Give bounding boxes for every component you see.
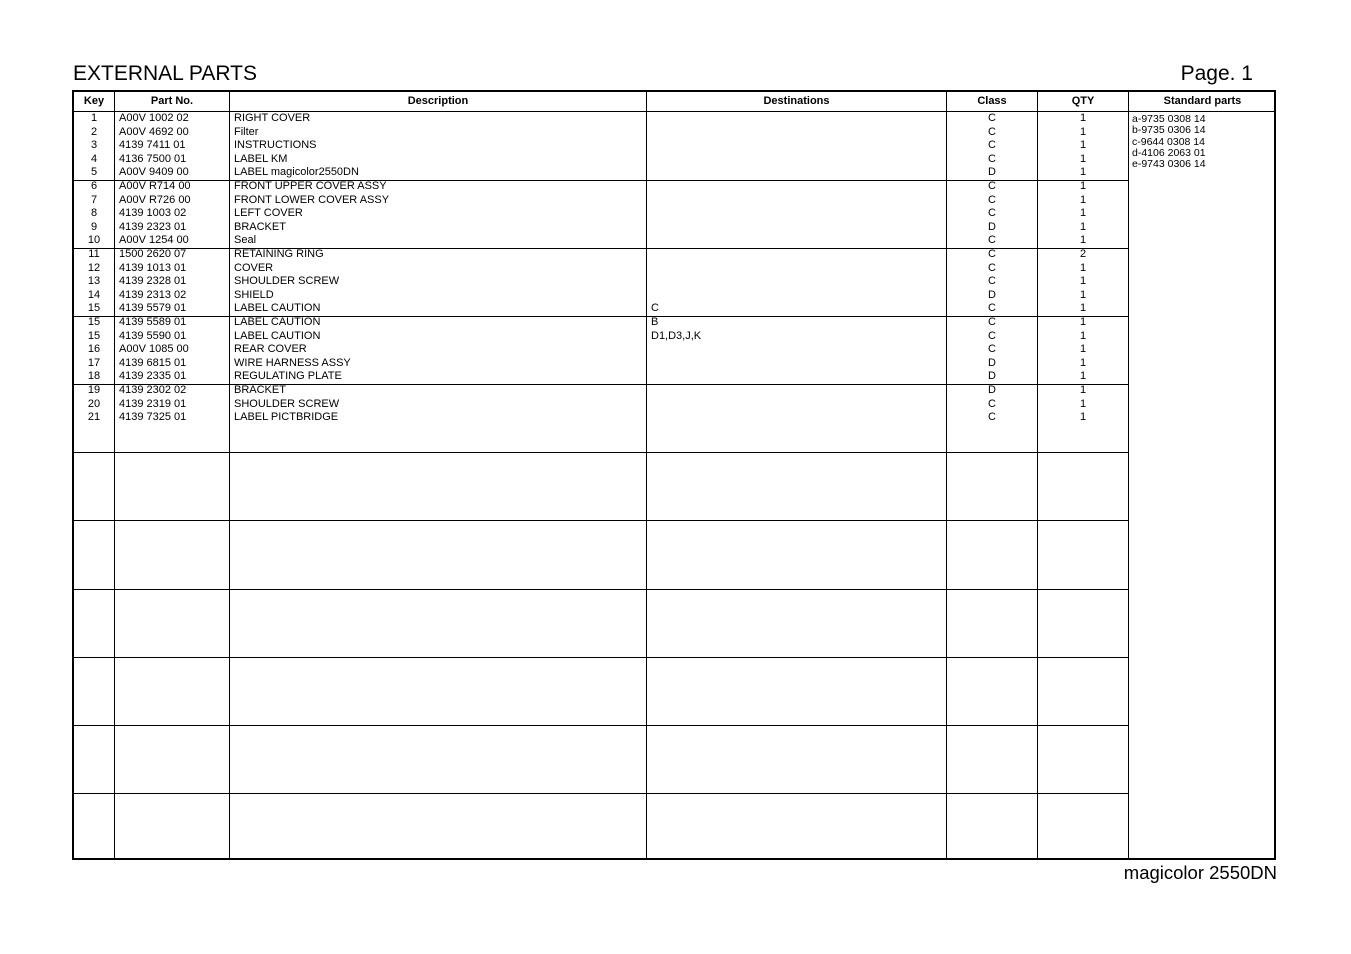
- qty-cell: 1: [1079, 329, 1087, 342]
- part-no-cell: 4139 1013 01: [119, 261, 187, 274]
- group-divider: [74, 657, 1128, 658]
- class-cell: C: [988, 125, 996, 138]
- key-cell: 18: [87, 370, 101, 383]
- table-row: [74, 112, 1127, 126]
- key-cell: 11: [88, 248, 100, 260]
- description-cell: RIGHT COVER: [234, 112, 311, 124]
- description-cell: LABEL KM: [234, 152, 288, 165]
- qty-cell: 1: [1079, 207, 1087, 220]
- description-cell: LABEL CAUTION: [234, 302, 321, 315]
- qty-cell: 1: [1079, 220, 1087, 233]
- key-cell: 15: [87, 329, 101, 342]
- description-cell: RETAINING RING: [234, 248, 324, 260]
- qty-cell: 1: [1079, 288, 1087, 301]
- part-no-cell: 4139 7411 01: [119, 139, 186, 152]
- description-cell: SHOULDER SCREW: [234, 275, 340, 288]
- description-cell: Seal: [234, 234, 257, 247]
- part-no-cell: A00V 1002 02: [119, 112, 189, 124]
- qty-cell: 1: [1079, 343, 1087, 356]
- part-no-cell: A00V R714 00: [119, 180, 191, 192]
- table-row: [74, 153, 1127, 167]
- key-cell: 21: [87, 411, 101, 424]
- part-no-cell: 4139 2302 02: [119, 384, 187, 396]
- key-cell: 19: [87, 384, 101, 396]
- group-divider: [74, 452, 1128, 453]
- table-row: [74, 234, 1127, 248]
- qty-cell: 1: [1079, 302, 1087, 315]
- standard-part-item: d-4106 2063 01: [1132, 146, 1206, 159]
- description-cell: BRACKET: [234, 220, 286, 233]
- part-no-cell: 1500 2620 07: [119, 248, 187, 260]
- description-cell: WIRE HARNESS ASSY: [234, 356, 351, 369]
- description-cell: REGULATING PLATE: [234, 370, 342, 383]
- description-cell: COVER: [234, 261, 274, 274]
- table-header: [74, 92, 1274, 112]
- table-row: [74, 126, 1127, 140]
- part-no-cell: 4139 2328 01: [119, 275, 187, 288]
- table-row: [74, 180, 1127, 194]
- class-cell: C: [988, 397, 996, 410]
- class-cell: D: [988, 384, 996, 396]
- class-cell: C: [988, 139, 996, 152]
- class-cell: C: [988, 316, 996, 328]
- page-number: Page. 1: [1180, 62, 1253, 85]
- description-cell: LEFT COVER: [234, 207, 303, 220]
- qty-cell: 1: [1079, 397, 1087, 410]
- part-no-cell: A00V 1085 00: [119, 343, 189, 356]
- description-cell: Filter: [234, 125, 259, 138]
- row-group: [74, 316, 1127, 384]
- qty-cell: 1: [1079, 384, 1087, 396]
- description-cell: SHIELD: [234, 288, 274, 301]
- class-cell: C: [988, 302, 996, 315]
- part-no-cell: 4139 2313 02: [119, 288, 187, 301]
- qty-cell: 1: [1079, 139, 1087, 152]
- part-no-cell: 4139 5579 01: [119, 302, 187, 315]
- table-row: [74, 343, 1127, 357]
- table-row: [74, 221, 1127, 235]
- key-cell: 5: [90, 166, 98, 179]
- part-no-cell: 4139 2323 01: [119, 220, 187, 233]
- header-qty: QTY: [1071, 95, 1095, 107]
- part-no-cell: 4139 6815 01: [119, 356, 187, 369]
- description-cell: LABEL CAUTION: [234, 316, 321, 328]
- qty-cell: 1: [1079, 152, 1087, 165]
- part-no-cell: 4136 7500 01: [119, 152, 187, 165]
- part-no-cell: 4139 5589 01: [119, 316, 187, 328]
- key-cell: 14: [87, 288, 101, 301]
- part-no-cell: A00V R726 00: [119, 193, 191, 206]
- class-cell: C: [988, 112, 996, 124]
- row-group: [74, 112, 1127, 180]
- description-cell: LABEL magicolor2550DN: [234, 166, 359, 179]
- qty-cell: 1: [1079, 356, 1087, 369]
- qty-cell: 1: [1079, 316, 1087, 328]
- header-class: Class: [977, 95, 1007, 107]
- standard-parts-list: [1132, 114, 1206, 170]
- standard-part-item: c-9644 0308 14: [1132, 135, 1205, 148]
- part-no-cell: 4139 2335 01: [119, 370, 187, 383]
- key-cell: 8: [90, 207, 98, 220]
- qty-cell: 1: [1079, 261, 1087, 274]
- class-cell: C: [988, 180, 996, 192]
- class-cell: C: [988, 261, 996, 274]
- description-cell: BRACKET: [234, 384, 286, 396]
- page-title: EXTERNAL PARTS: [73, 62, 257, 85]
- table-row: [74, 139, 1127, 153]
- class-cell: C: [988, 329, 996, 342]
- class-cell: D: [988, 356, 996, 369]
- key-cell: 12: [87, 261, 101, 274]
- destinations-cell: D1,D3,J,K: [651, 329, 702, 342]
- key-cell: 17: [87, 356, 101, 369]
- standard-part-item: a-9735 0308 14: [1132, 113, 1206, 125]
- header-standard-parts: Standard parts: [1163, 95, 1242, 107]
- row-group: [74, 384, 1127, 425]
- part-no-cell: 4139 2319 01: [119, 397, 187, 410]
- table-row: [74, 370, 1127, 384]
- class-cell: C: [988, 275, 996, 288]
- table-row: [74, 166, 1127, 180]
- description-cell: REAR COVER: [234, 343, 307, 356]
- standard-part-item: e-9743 0306 14: [1132, 158, 1206, 171]
- table-row: [74, 194, 1127, 208]
- part-no-cell: A00V 9409 00: [119, 166, 189, 179]
- column-divider: [1128, 92, 1129, 858]
- part-no-cell: 4139 5590 01: [119, 329, 187, 342]
- group-divider: [74, 725, 1128, 726]
- qty-cell: 1: [1079, 112, 1087, 124]
- description-cell: LABEL PICTBRIDGE: [234, 411, 339, 424]
- qty-cell: 1: [1079, 370, 1087, 383]
- class-cell: C: [988, 248, 996, 260]
- description-cell: SHOULDER SCREW: [234, 397, 340, 410]
- key-cell: 9: [90, 220, 98, 233]
- class-cell: D: [988, 166, 996, 179]
- group-divider: [74, 589, 1128, 590]
- key-cell: 4: [90, 152, 98, 165]
- description-cell: LABEL CAUTION: [234, 329, 321, 342]
- key-cell: 1: [90, 112, 98, 124]
- key-cell: 20: [87, 397, 101, 410]
- table-row: [74, 398, 1127, 412]
- group-divider: [74, 793, 1128, 794]
- table-row: [74, 357, 1127, 371]
- header-description: Description: [407, 95, 469, 107]
- key-cell: 7: [90, 193, 98, 206]
- part-no-cell: 4139 7325 01: [119, 411, 187, 424]
- description-cell: FRONT LOWER COVER ASSY: [234, 193, 390, 206]
- table-row: [74, 262, 1127, 276]
- table-row: [74, 248, 1127, 262]
- qty-cell: 2: [1079, 248, 1087, 260]
- class-cell: D: [988, 370, 996, 383]
- header-destinations: Destinations: [763, 95, 830, 107]
- header-key: Key: [83, 95, 105, 107]
- qty-cell: 1: [1079, 166, 1087, 179]
- row-group: [74, 180, 1127, 248]
- parts-table: [72, 90, 1276, 860]
- qty-cell: 1: [1079, 193, 1087, 206]
- table-row: [74, 411, 1127, 425]
- table-row: [74, 316, 1127, 330]
- table-row: [74, 207, 1127, 221]
- destinations-cell: C: [651, 302, 659, 315]
- qty-cell: 1: [1079, 275, 1087, 288]
- group-divider: [74, 520, 1128, 521]
- part-no-cell: 4139 1003 02: [119, 207, 187, 220]
- key-cell: 16: [87, 343, 101, 356]
- class-cell: C: [988, 411, 996, 424]
- table-row: [74, 330, 1127, 344]
- key-cell: 15: [87, 302, 101, 315]
- key-cell: 13: [87, 275, 101, 288]
- class-cell: C: [988, 234, 996, 247]
- key-cell: 15: [87, 316, 101, 328]
- description-cell: INSTRUCTIONS: [234, 139, 317, 152]
- class-cell: C: [988, 207, 996, 220]
- model-name: magicolor 2550DN: [1123, 862, 1277, 883]
- row-group: [74, 248, 1127, 316]
- table-row: [74, 289, 1127, 303]
- destinations-cell: B: [651, 316, 659, 328]
- table-row: [74, 384, 1127, 398]
- class-cell: C: [988, 193, 996, 206]
- class-cell: D: [988, 288, 996, 301]
- qty-cell: 1: [1079, 125, 1087, 138]
- class-cell: C: [988, 343, 996, 356]
- class-cell: D: [988, 220, 996, 233]
- header-part-no: Part No.: [150, 95, 194, 107]
- table-row: [74, 275, 1127, 289]
- qty-cell: 1: [1079, 180, 1087, 192]
- class-cell: C: [988, 152, 996, 165]
- key-cell: 6: [90, 180, 98, 192]
- description-cell: FRONT UPPER COVER ASSY: [234, 180, 387, 192]
- qty-cell: 1: [1079, 234, 1087, 247]
- part-no-cell: A00V 4692 00: [119, 125, 189, 138]
- key-cell: 3: [90, 139, 98, 152]
- standard-part-item: b-9735 0306 14: [1132, 124, 1206, 137]
- key-cell: 2: [90, 125, 98, 138]
- qty-cell: 1: [1079, 411, 1087, 424]
- table-row: [74, 302, 1127, 316]
- key-cell: 10: [87, 234, 101, 247]
- part-no-cell: A00V 1254 00: [119, 234, 189, 247]
